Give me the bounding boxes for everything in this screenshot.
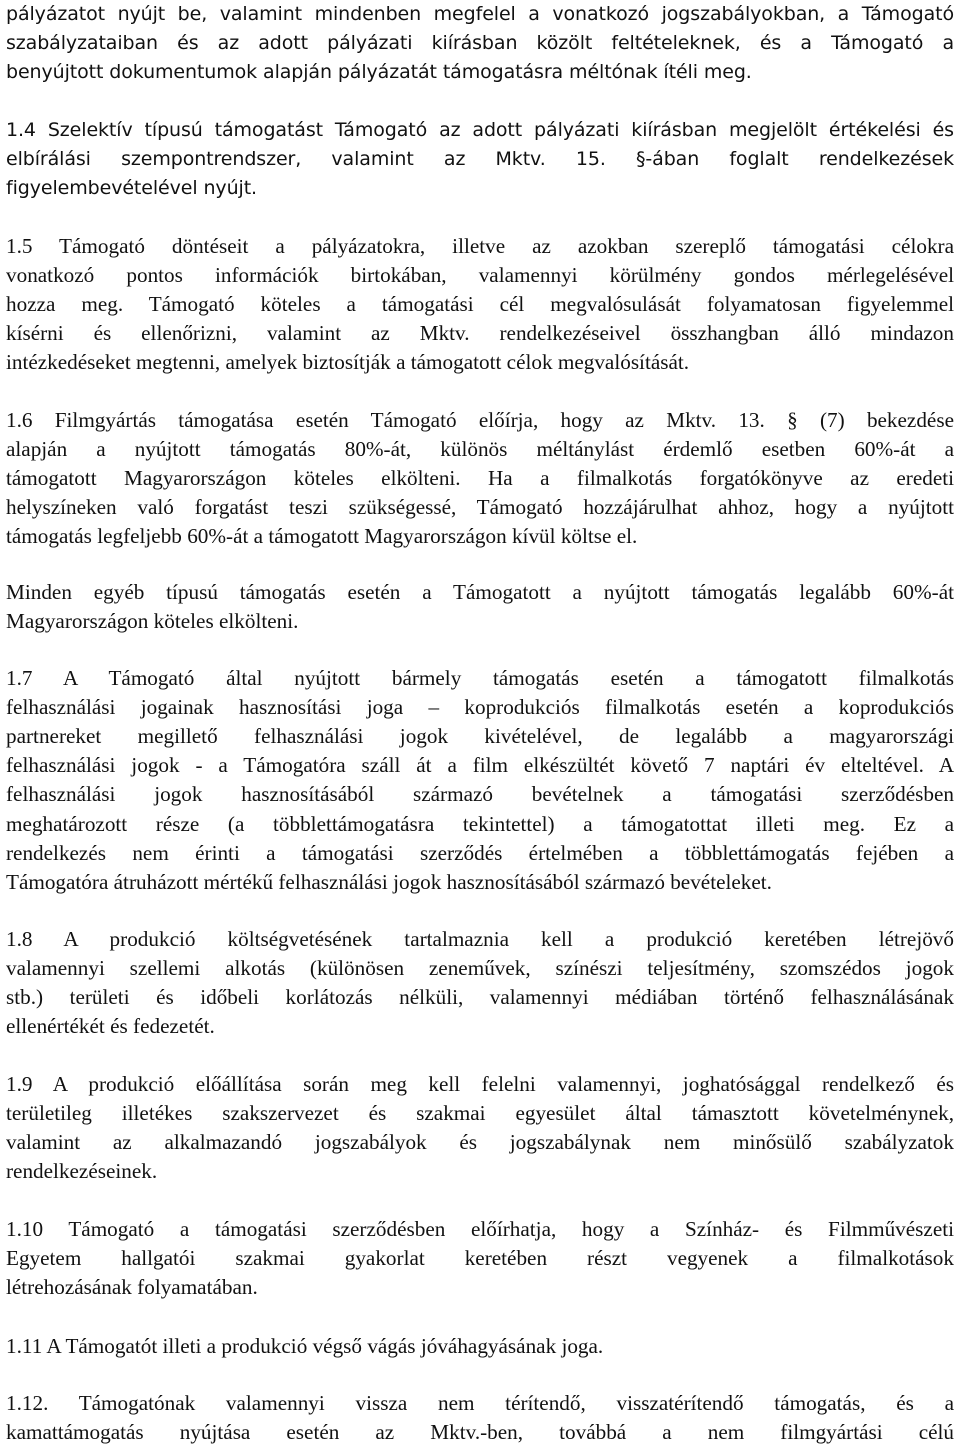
text-line: felhasználási jogok hasznosításából származó bevételnek a támogatási szerződésben — [6, 782, 954, 807]
text-line: intézkedéseket megtenni, amelyek biztosítják a támogatott célok megvalósítását. — [6, 350, 690, 374]
text-line: figyelembevételével nyújt. — [6, 177, 257, 199]
text-line: felhasználási jogainak hasznosítási joga – koprodukciós filmalkotás esetén a koprodukciós — [6, 695, 954, 720]
text-line: rendelkezéseinek. — [6, 1159, 158, 1183]
text-line: szabályzataiban és az adott pályázati kiírásban közölt feltételeknek, és a Támogató a — [6, 32, 954, 54]
text-line: 1.7 A Támogató által nyújtott bármely támogatás esetén a támogatott filmalkotás — [6, 666, 954, 690]
text-line: 1.4 Szelektív típusú támogatást Támogató az adott pályázati kiírásban megjelölt értékelési és — [6, 119, 954, 141]
text-line: területileg illetékes szakszervezet és szakmai egyesület által támasztott követelménynek, — [6, 1101, 954, 1125]
text-line: ellenértékét és fedezetét. — [6, 1014, 215, 1038]
text-line: elbírálási szempontrendszer, valamint az Mktv. 15. §-ában foglalt rendelkezések — [6, 148, 954, 170]
text-line: támogatás legfeljebb 60%-át a támogatott Magyarországon kívül költse el. — [6, 524, 638, 548]
text-line: valamennyi szellemi alkotás (különösen zeneművek, színészi teljesítmény, szomszédos jogok — [6, 956, 954, 980]
text-line: 1.9 A produkció előállítása során meg kell felelni valamennyi, joghatósággal rendelkező és — [6, 1072, 954, 1096]
text-line: 1.10 Támogató a támogatási szerződésben előírhatja, hogy a Színház- és Filmművészeti — [6, 1217, 954, 1241]
text-line: Támogatóra átruházott mértékű felhasználási jogok hasznosításából származó bevételeket. — [6, 869, 772, 894]
text-line: hozza meg. Támogató köteles a támogatási cél megvalósulását folyamatosan figyelemmel — [6, 292, 954, 316]
text-line: 1.6 Filmgyártás támogatása esetén Támogató előírja, hogy az Mktv. 13. § (7) bekezdése — [6, 408, 954, 432]
text-line: vonatkozó pontos információk birtokában, valamennyi körülmény gondos mérlegelésével — [6, 263, 954, 287]
text-line: helyszíneken való forgatást teszi szükségessé, Támogató hozzájárulhat ahhoz, hogy a nyújtott — [6, 495, 954, 519]
text-line: pályázatot nyújt be, valamint mindenben megfelel a vonatkozó jogszabályokban, a Támogató — [6, 3, 954, 25]
text-line: alapján a nyújtott támogatás 80%-át, különös méltánylást érdemlő esetben 60%-át a — [6, 437, 954, 461]
text-line: valamint az alkalmazandó jogszabályok és jogszabálynak nem minősülő szabályzatok — [6, 1130, 954, 1154]
text-line: támogatott Magyarországon köteles elkölteni. Ha a filmalkotás forgatókönyve az eredeti — [6, 466, 954, 490]
text-line: Magyarországon köteles elkölteni. — [6, 609, 299, 633]
text-line: felhasználási jogok - a Támogatóra száll át a film elkészültét követő 7 naptári év elteltével. A — [6, 753, 954, 778]
text-line: 1.11 A Támogatót illeti a produkció végső vágás jóváhagyásának joga. — [6, 1334, 604, 1358]
text-line: Minden egyéb típusú támogatás esetén a Támogatott a nyújtott támogatás legalább 60%-át — [6, 580, 954, 604]
text-line: rendelkezés nem érinti a támogatási szerződés értelmében a többlettámogatás fejében a — [6, 840, 954, 865]
text-line: 1.8 A produkció költségvetésének tartalmaznia kell a produkció keretében létrejövő — [6, 927, 954, 951]
text-line: 1.5 Támogató döntéseit a pályázatokra, illetve az azokban szereplő támogatási célokra — [6, 234, 954, 258]
text-line: partnereket megillető felhasználási jogok kivételével, de legalább a magyarországi — [6, 724, 954, 749]
text-line: 1.12. Támogatónak valamennyi vissza nem térítendő, visszatérítendő támogatás, és a — [6, 1391, 954, 1415]
text-line: Egyetem hallgatói szakmai gyakorlat keretében részt vegyenek a filmalkotások — [6, 1246, 954, 1270]
text-line: benyújtott dokumentumok alapján pályázatát támogatásra méltónak ítéli meg. — [6, 61, 752, 83]
text-line: meghatározott része (a többlettámogatásra tekintettel) a támogatottat illeti meg. Ez a — [6, 811, 954, 836]
text-line: létrehozásának folyamatában. — [6, 1275, 258, 1299]
text-line: kamattámogatás nyújtása esetén az Mktv.-ben, továbbá a nem filmgyártási célú — [6, 1420, 954, 1444]
text-line: stb.) területi és időbeli korlátozás nélküli, valamennyi médiában történő felhasználásának — [6, 985, 954, 1009]
text-line: kísérni és ellenőrizni, valamint az Mktv. rendelkezéseivel összhangban álló mindazon — [6, 321, 954, 345]
